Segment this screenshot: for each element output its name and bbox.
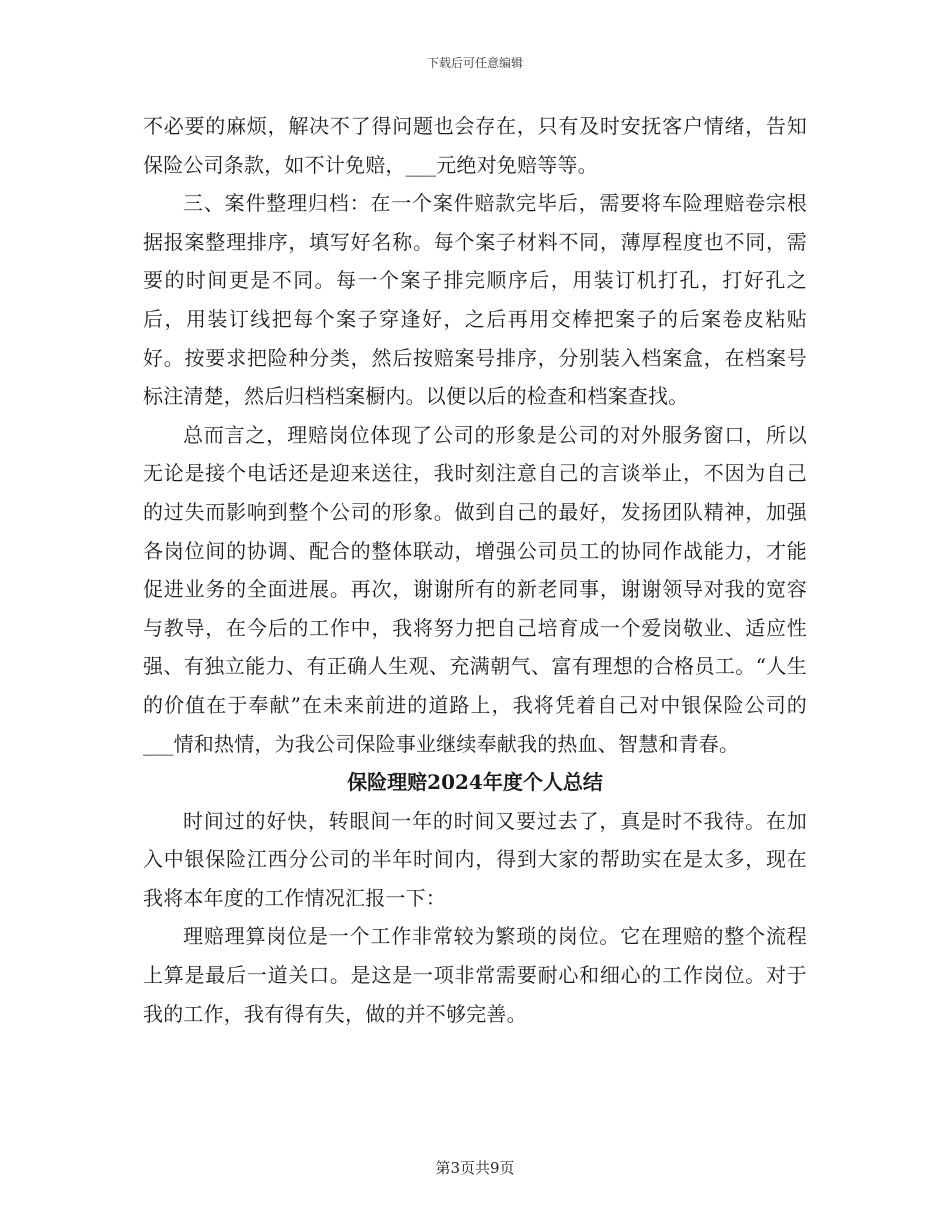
paragraph-4: 时间过的好快，转眼间一年的时间又要过去了，真是时不我待。在加入中银保险江西分公司的半年时间内，得到大家的帮助实在是太多，现在我将本年度的工作情况汇报一下： (143, 808, 807, 910)
document-body (143, 107, 807, 1033)
paragraph-2: 三、案件整理归档：在一个案件赔款完毕后，需要将车险理赔卷宗根据报案整理排序，填写好名称。每个案子材料不同，薄厚程度也不同，需要的时间更是不同。每一个案子排完顺序后，用装订机打孔，打好孔之后，用装订线把每个案子穿逢好，之后再用交棒把案子的后案卷皮粘贴好。按要求把险种分类，然后按赔案号排序，分别装入档案盒，在档案号标注清楚，然后归档档案橱内。以便以后的检查和档案查找。 (143, 191, 807, 409)
header-note: 下载后可任意编辑 (426, 56, 523, 70)
paragraph-5: 理赔理算岗位是一个工作非常较为繁琐的岗位。它在理赔的整个流程上算是最后一道关口。是这是一项非常需要耐心和细心的工作岗位。对于我的工作，我有得有失，做的并不够完善。 (143, 924, 807, 1026)
page-number: 第3页共9页 (435, 1159, 515, 1177)
paragraph-3: 总而言之，理赔岗位体现了公司的形象是公司的对外服务窗口，所以无论是接个电话还是迎来送往，我时刻注意自己的言谈举止，不因为自己的过失而影响到整个公司的形象。做到自己的最好，发扬团队精神，加强各岗位间的协调、配合的整体联动，增强公司员工的协同作战能力，才能促进业务的全面进展。再次，谢谢所有的新老同事，谢谢领导对我的宽容与教导，在今后的工作中，我将努力把自己培育成一个爱岗敬业、适应性强、有独立能力、有正确人生观、充满朝气、富有理想的合格员工。“人生的价值在于奉献”在未来前进的道路上，我将凭着自己对中银保险公司的___情和热情，为我公司保险事业继续奉献我的热血、智慧和青春。 (143, 422, 807, 756)
paragraph-1: 不必要的麻烦，解决不了得问题也会存在，只有及时安抚客户情绪，告知保险公司条款，如不计免赔，___元绝对免赔等等。 (143, 114, 807, 177)
section-title: 保险理赔2024年度个人总结 (347, 770, 603, 795)
